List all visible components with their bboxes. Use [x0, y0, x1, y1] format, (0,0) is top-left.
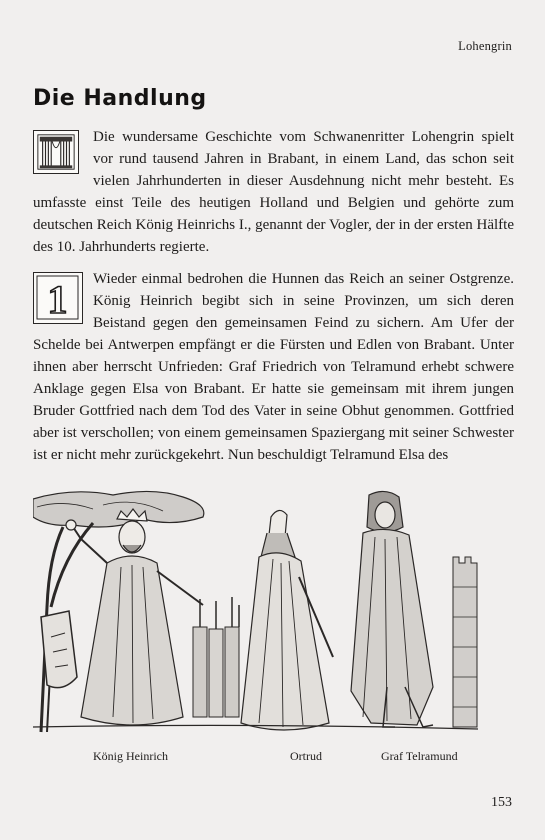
- section-title: Die Handlung: [33, 86, 207, 111]
- caption-ortrud: Ortrud: [290, 749, 322, 763]
- graf-telramund-figure: [351, 491, 433, 727]
- paragraph-text: Die wundersame Geschichte vom Schwanenritter Lohengrin spielt vor rund tausend Jahren in Brabant, in einem Land, das schon seit vielen Jahrhunderten in dieser Ausdehnung nicht mehr besteht. Es umfasste einst Teile des heutigen Holland und Belgien und gehörte zum deutschen Reich König Heinrichs I., genannt der Vogler, der in der ersten Hälfte des 10. Jahrhunderts regierte.: [33, 129, 514, 255]
- paragraph-text: Wieder einmal bedrohen die Hunnen das Reich an seiner Ostgrenze. König Heinrich begibt sich in seine Provinzen, um sich deren Beistand gegen den gemeinsamen Feind zu sichern. Am Ufer der Schelde bei Antwerpen empfängt er die Fürsten und Edlen von Brabant. Unter ihnen aber herrscht Unfrieden: Graf Friedrich von Telramund erhebt schwere Anklage gegen Elsa von Brabant. Er hatte sie gemeinsam mit ihrem jungen Bruder Gottfried nach dem Tod des Vater in seine Obhut genommen. Gottfried aber ist verschollen; von einem gemeinsamen Spaziergang mit seiner Schwester ist er nicht mehr zurückgekehrt. Nun beschuldigt Telramund Elsa des: [33, 271, 514, 463]
- king-heinrich-figure: [66, 509, 203, 725]
- act-numeral-frame: [34, 273, 81, 322]
- character-illustration: [33, 487, 478, 737]
- ortrud-figure: [241, 510, 333, 730]
- page-number: 153: [491, 795, 512, 810]
- soldiers-drawing: [193, 597, 239, 717]
- tower-drawing: [453, 557, 477, 727]
- caption-koenig-heinrich: König Heinrich: [93, 749, 168, 763]
- caption-graf-telramund: Graf Telramund: [381, 749, 458, 763]
- act-numeral: 1: [47, 277, 68, 322]
- act-number-box: [33, 272, 83, 324]
- curtain-icon: [33, 130, 79, 174]
- paragraph-act-1: [33, 268, 514, 466]
- running-head: Lohengrin: [458, 39, 512, 53]
- shield-drawing: [41, 611, 77, 688]
- paragraph-intro: [33, 126, 514, 258]
